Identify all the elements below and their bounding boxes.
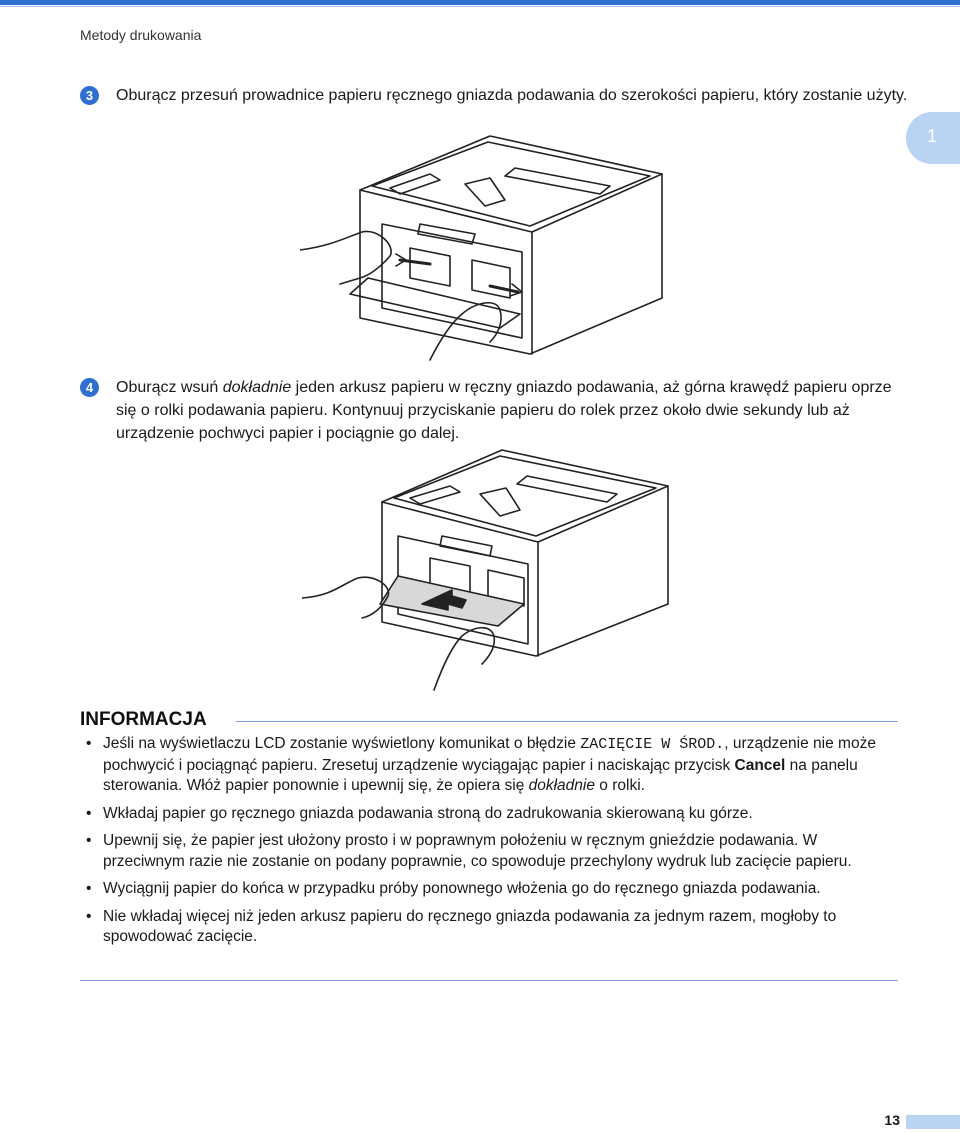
note-item [80, 879, 900, 900]
note-bottom-rule [80, 980, 898, 981]
note-text: o rolki. [594, 777, 645, 794]
top-rule-thin [0, 6, 960, 7]
bullet-marker: • [86, 735, 92, 752]
lcd-message: ZACIĘCIE W ŚROD. [580, 736, 725, 753]
step-text-emphasis: dokładnie [222, 379, 292, 396]
note-emphasis: dokładnie [528, 777, 595, 794]
bullet-marker: • [86, 832, 92, 849]
chapter-number: 1 [926, 126, 937, 146]
note-title: INFORMACJA [80, 709, 207, 730]
page-tab [906, 1115, 960, 1129]
note-list [80, 734, 900, 955]
note-text: Wyciągnij papier do końca w przypadku próby ponownego włożenia go do ręcznego gniazda podawania. [103, 880, 821, 897]
step-4 [80, 376, 910, 445]
step-3 [80, 84, 910, 107]
bullet-marker: • [86, 804, 92, 822]
step-number: 4 [80, 378, 99, 397]
note-rule [236, 721, 898, 722]
running-header: Metody drukowania [80, 27, 202, 43]
step-text-part: Oburącz wsuń [116, 379, 223, 396]
note-text: Jeśli na wyświetlaczu LCD zostanie wyświetlony komunikat o błędzie [103, 735, 581, 752]
printer-paper-insert-illustration [302, 446, 672, 694]
note-item [80, 831, 900, 872]
step-text-part: jeden arkusz papieru w ręczny gniazdo podawania, aż górna krawędź papieru oprze się o rolki podawania papieru. Kontynuuj przyciskanie papieru do rolek przez około dwie sekundy lub aż urządzenie pochwyci papier i pociągnie go dalej. [116, 379, 892, 442]
step-text [116, 376, 910, 445]
note-text: Wkładaj papier go ręcznego gniazda podawania stroną do zadrukowania skierowaną ku górze. [103, 804, 753, 822]
note-item [80, 804, 900, 825]
cancel-button-name: Cancel [734, 756, 786, 774]
page-number: 13 [884, 1112, 900, 1128]
top-rule [0, 0, 960, 5]
note-text: Nie wkładaj więcej niż jeden arkusz papieru do ręcznego gniazda podawania za jednym razem, mogłoby to spowodować zacięcie. [103, 907, 837, 945]
bullet-marker: • [86, 880, 92, 897]
bullet-marker: • [86, 907, 92, 925]
note-item [80, 734, 900, 797]
note-text: na panelu sterowania. Włóż papier ponownie i upewnij się, że opiera się [103, 756, 858, 794]
step-number: 3 [80, 86, 99, 105]
printer-guides-illustration [300, 128, 670, 368]
step-text: Oburącz przesuń prowadnice papieru ręcznego gniazda podawania do szerokości papieru, który zostanie użyty. [116, 87, 908, 104]
note-text: , urządzenie nie może pochwycić i pociągnąć papieru. Zresetuj urządzenie wyciągając papier i naciskając przycisk [103, 735, 876, 774]
note-text: Upewnij się, że papier jest ułożony prosto i w poprawnym położeniu w ręcznym gnieździe podawania. W przeciwnym razie nie zostanie on podany poprawnie, co spowoduje przechylony wydruk lub zacięcie papieru. [103, 832, 852, 870]
note-item [80, 907, 900, 948]
